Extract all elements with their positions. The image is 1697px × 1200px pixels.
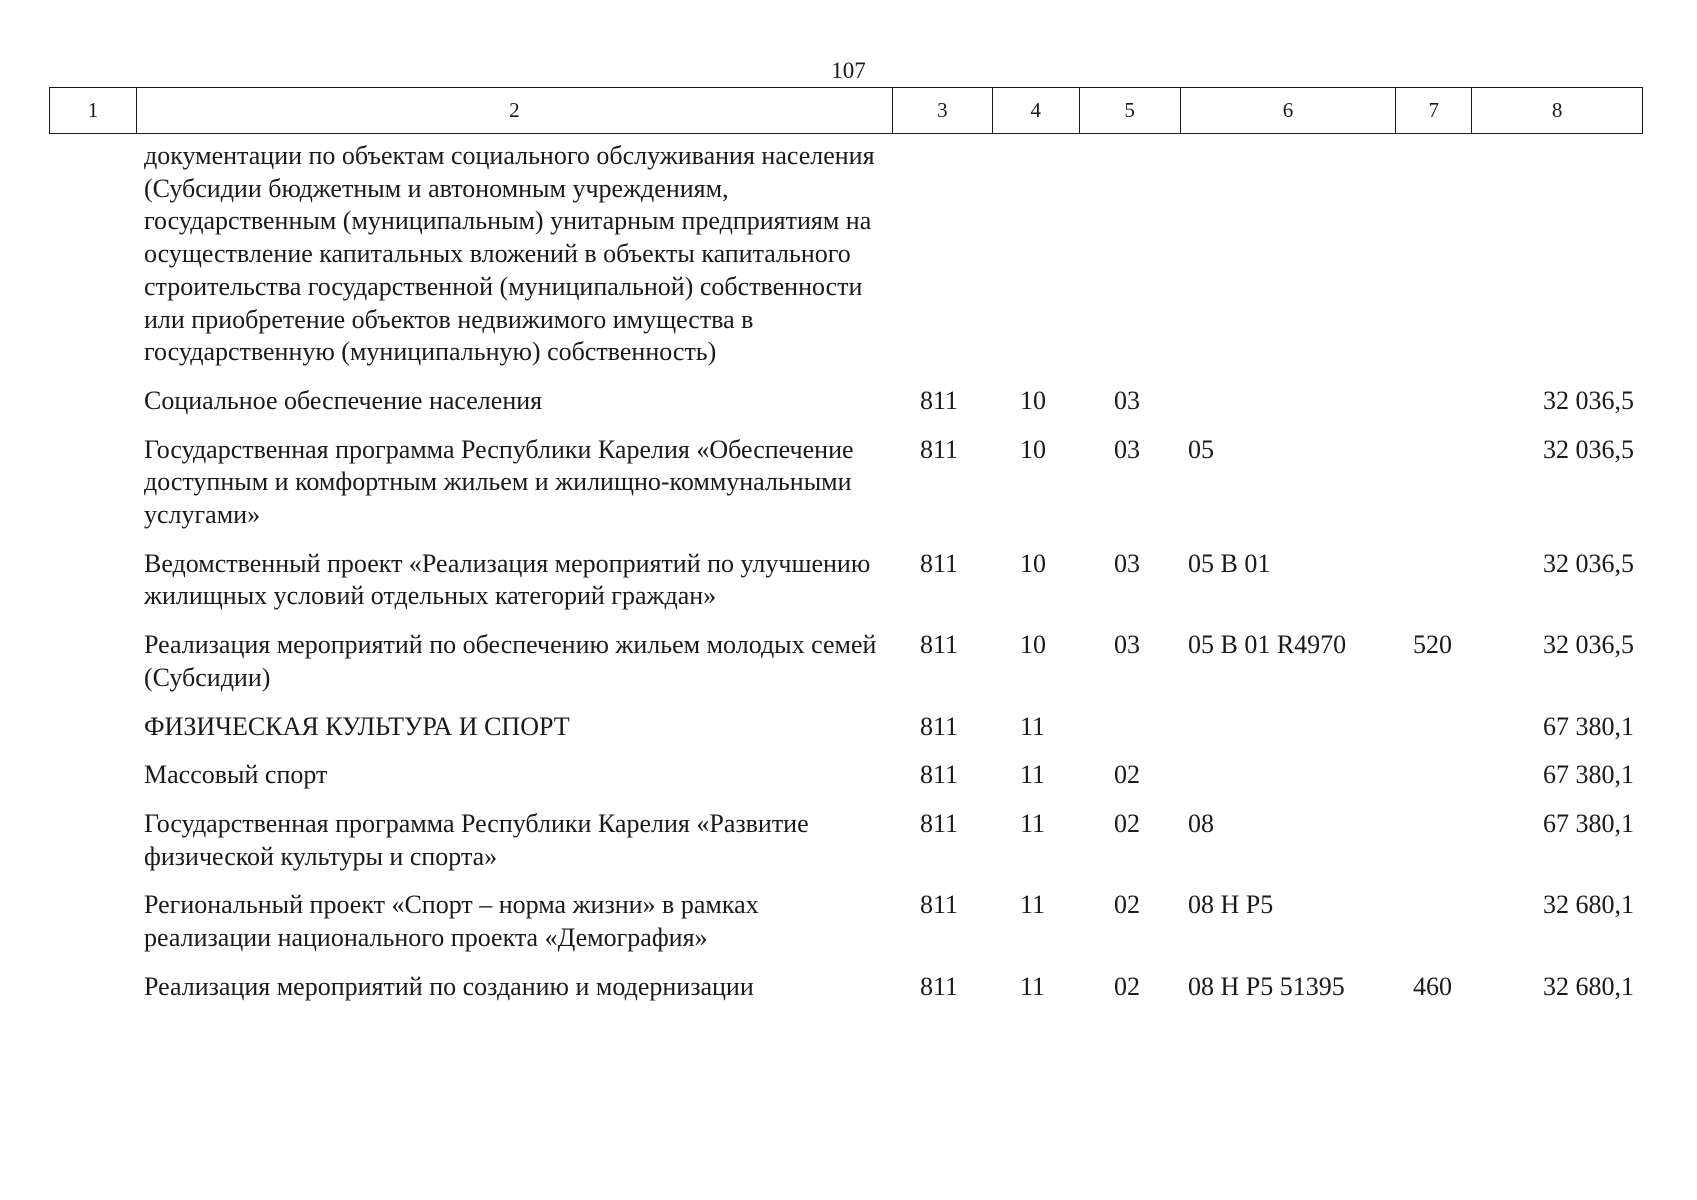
row-amount: 32 036,5 — [1543, 630, 1634, 660]
header-col-2: 2 — [137, 88, 893, 133]
row-name: Реализация мероприятий по обеспечению жильем молодых семей (Субсидии) — [144, 630, 877, 692]
row-amount: 32 036,5 — [1543, 434, 1634, 464]
row-code-ministry: 811 — [920, 890, 959, 920]
row-code-section: 11 — [1020, 890, 1046, 920]
row-code-section: 11 — [1020, 971, 1046, 1001]
row-code-subsection: 03 — [1114, 548, 1140, 578]
row-code-ministry: 811 — [920, 434, 959, 464]
table-row — [0, 385, 1697, 418]
table-row — [0, 629, 1697, 694]
row-code-section: 11 — [1020, 711, 1046, 741]
table-row — [0, 889, 1697, 954]
row-code-section: 10 — [1020, 630, 1046, 660]
row-code-target: 08 — [1188, 808, 1214, 838]
row-code-subsection: 02 — [1114, 760, 1140, 790]
row-amount: 67 380,1 — [1543, 808, 1634, 838]
row-code-ministry: 811 — [920, 760, 959, 790]
row-name: Государственная программа Республики Карелия «Обеспечение доступным и комфортным жильем и жилищно-коммунальными услугами» — [144, 434, 854, 530]
row-code-subsection: 02 — [1114, 971, 1140, 1001]
row-code-section: 11 — [1020, 760, 1046, 790]
row-code-ministry: 811 — [920, 630, 959, 660]
row-name: ФИЗИЧЕСКАЯ КУЛЬТУРА И СПОРТ — [144, 711, 570, 741]
table-header — [49, 87, 1643, 134]
row-name: Массовый спорт — [144, 760, 328, 790]
table-row — [0, 711, 1697, 744]
row-amount: 32 036,5 — [1543, 385, 1634, 415]
row-code-section: 10 — [1020, 434, 1046, 464]
row-name: Ведомственный проект «Реализация мероприятий по улучшению жилищных условий отдельных категорий граждан» — [144, 548, 871, 611]
row-name: Реализация мероприятий по созданию и модернизации — [144, 971, 754, 1001]
row-code-expense: 460 — [1413, 971, 1452, 1001]
row-code-expense: 520 — [1413, 630, 1452, 660]
row-amount: 32 680,1 — [1543, 890, 1634, 920]
table-row — [0, 971, 1697, 1004]
row-code-section: 10 — [1020, 548, 1046, 578]
row-code-section: 10 — [1020, 385, 1046, 415]
table-row — [0, 548, 1697, 613]
header-col-7: 7 — [1396, 88, 1472, 133]
row-code-target: 05 — [1188, 434, 1214, 464]
header-col-5: 5 — [1080, 88, 1181, 133]
table-body — [0, 140, 1697, 1019]
row-code-subsection: 03 — [1114, 630, 1140, 660]
row-code-subsection: 02 — [1114, 890, 1140, 920]
header-col-6: 6 — [1181, 88, 1397, 133]
row-code-ministry: 811 — [920, 711, 959, 741]
row-code-target: 08 Н Р5 — [1188, 890, 1274, 920]
row-code-subsection: 02 — [1114, 808, 1140, 838]
table-row — [0, 140, 1697, 369]
row-code-ministry: 811 — [920, 971, 959, 1001]
row-code-section: 11 — [1020, 808, 1046, 838]
header-col-4: 4 — [993, 88, 1080, 133]
header-col-8: 8 — [1551, 98, 1563, 122]
row-name: документации по объектам социального обслуживания населения (Субсидии бюджетным и автономным учреждениям, государственным (муниципальным) унитарным предприятиям на осуществление капитальных вложений в объекты капитального строительства государственной (муниципальной) собственности или приобретение объектов недвижимого имущества в государственную (муниципальную) собственность) — [144, 141, 875, 367]
row-code-ministry: 811 — [920, 548, 959, 578]
row-name: Региональный проект «Спорт – норма жизни» в рамках реализации национального проекта «Демография» — [144, 890, 759, 953]
row-name: Государственная программа Республики Карелия «Развитие физической культуры и спорта» — [144, 808, 809, 871]
row-amount: 67 380,1 — [1543, 760, 1634, 790]
row-code-subsection: 03 — [1114, 434, 1140, 464]
row-amount: 32 036,5 — [1543, 548, 1634, 578]
row-amount: 32 680,1 — [1543, 971, 1634, 1001]
table-row — [0, 759, 1697, 792]
header-col-1: 1 — [50, 88, 137, 133]
row-code-subsection: 03 — [1114, 385, 1140, 415]
row-code-ministry: 811 — [920, 385, 959, 415]
row-name: Социальное обеспечение населения — [144, 385, 543, 415]
row-code-ministry: 811 — [920, 808, 959, 838]
table-row — [0, 434, 1697, 532]
header-col-3: 3 — [893, 88, 993, 133]
row-code-target: 05 В 01 — [1188, 548, 1271, 578]
row-code-target: 05 В 01 R4970 — [1188, 630, 1347, 660]
row-code-target: 08 Н Р5 51395 — [1188, 971, 1345, 1001]
page-number: 107 — [831, 58, 866, 83]
row-amount: 67 380,1 — [1543, 711, 1634, 741]
table-row — [0, 808, 1697, 873]
